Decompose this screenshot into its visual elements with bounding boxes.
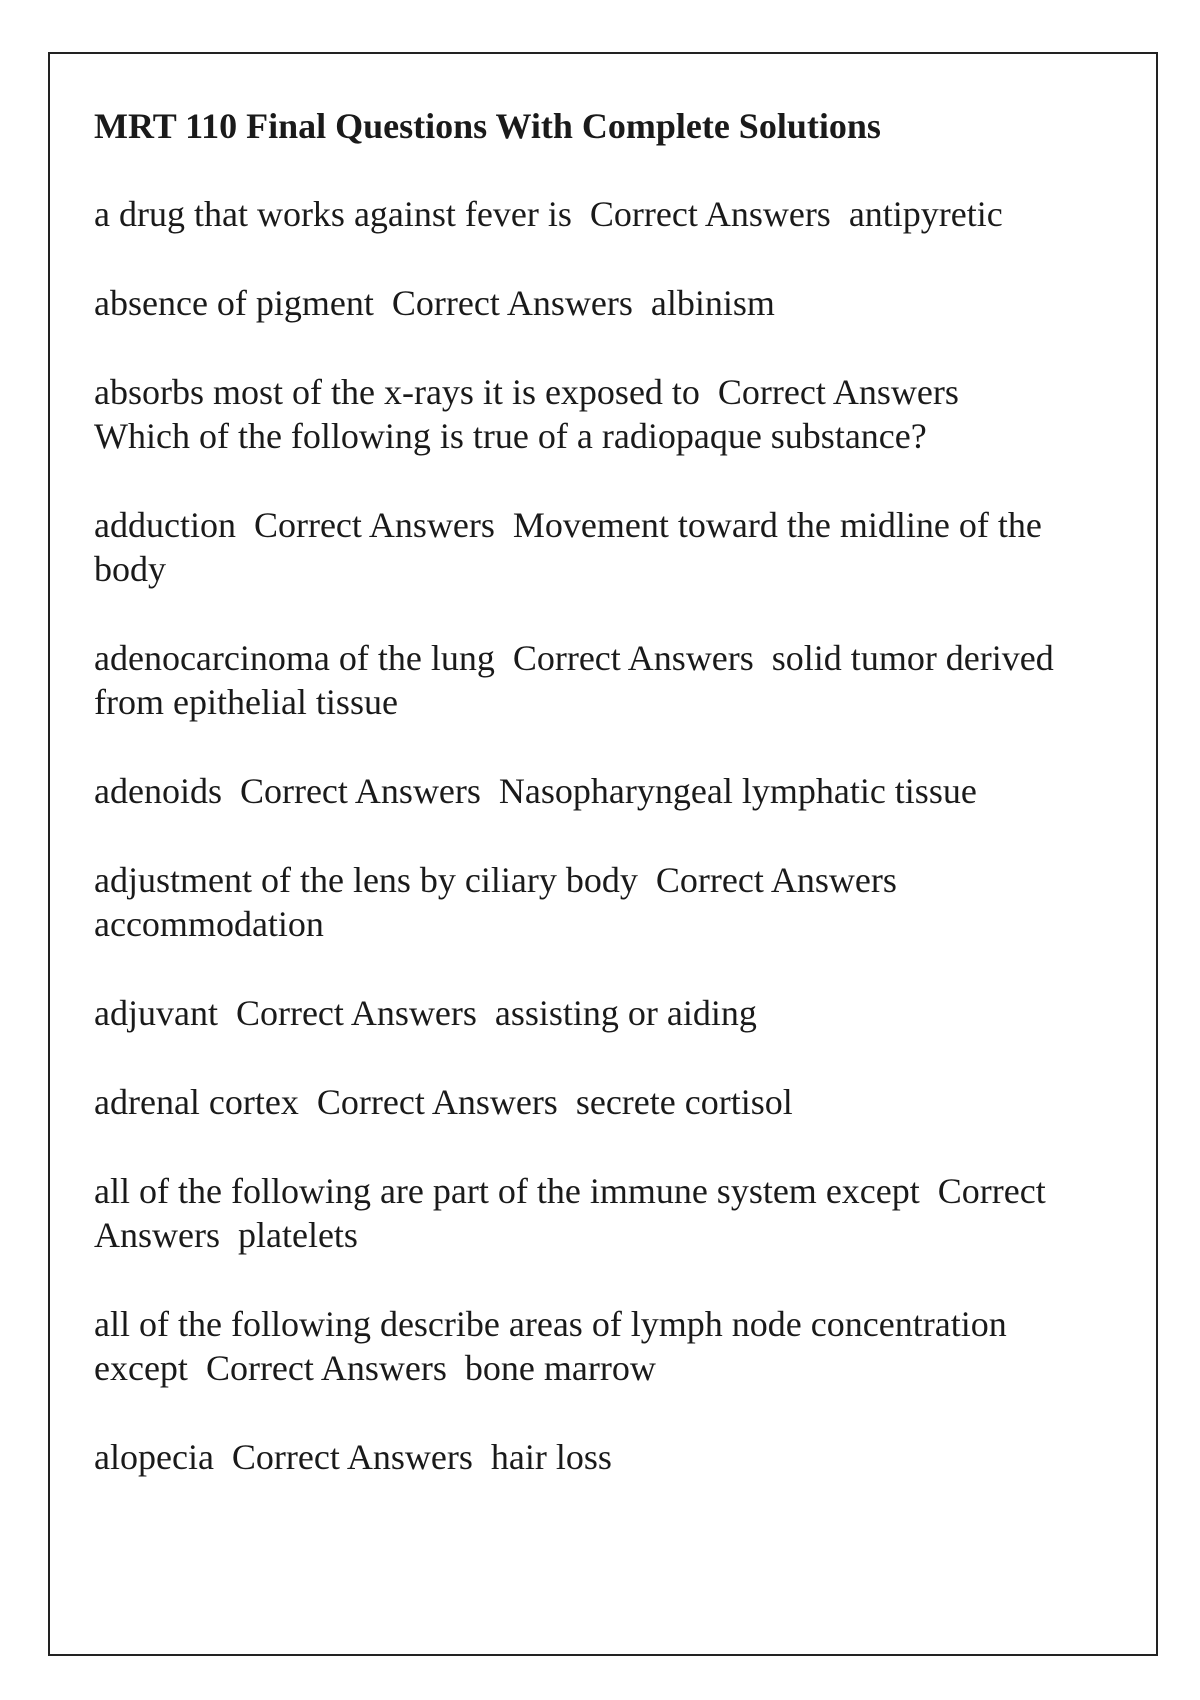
- qa-item: [94, 858, 1054, 946]
- qa-item: [94, 1435, 1054, 1479]
- qa-item: [94, 1302, 1054, 1390]
- answer-text: albinism: [650, 283, 775, 323]
- question-text: alopecia: [94, 1437, 214, 1477]
- qa-item: [94, 370, 1054, 458]
- document-body: [94, 104, 1054, 1524]
- qa-item: [94, 281, 1054, 325]
- answer-text: hair loss: [490, 1437, 612, 1477]
- answer-marker: Correct Answers: [235, 993, 477, 1033]
- answer-text: antipyretic: [848, 194, 1003, 234]
- answer-marker: Correct Answers: [512, 638, 754, 678]
- answer-marker: Correct Answers: [655, 860, 897, 900]
- qa-list: [94, 192, 1054, 1479]
- answer-text: platelets: [237, 1215, 358, 1255]
- question-text: absence of pigment: [94, 283, 374, 323]
- answer-marker: Correct Answers: [391, 283, 633, 323]
- question-text: adduction: [94, 505, 236, 545]
- question-text: adjuvant: [94, 993, 218, 1033]
- qa-item: [94, 192, 1054, 236]
- answer-text: secrete cortisol: [575, 1082, 793, 1122]
- answer-marker: Correct Answers: [94, 1171, 1046, 1255]
- question-text: a drug that works against fever is: [94, 194, 572, 234]
- answer-text: Movement toward the midline of the body: [94, 505, 1042, 589]
- qa-item: [94, 503, 1054, 591]
- answer-text: bone marrow: [464, 1348, 656, 1388]
- answer-marker: Correct Answers: [316, 1082, 558, 1122]
- answer-marker: Correct Answers: [717, 372, 959, 412]
- answer-text: accommodation: [94, 904, 324, 944]
- answer-marker: Correct Answers: [205, 1348, 447, 1388]
- answer-marker: Correct Answers: [231, 1437, 473, 1477]
- answer-text: Nasopharyngeal lymphatic tissue: [498, 771, 977, 811]
- question-text: adenoids: [94, 771, 222, 811]
- answer-text: Which of the following is true of a radiopaque substance?: [94, 416, 927, 456]
- document-title: MRT 110 Final Questions With Complete Solutions: [94, 106, 881, 146]
- question-text: all of the following describe areas of lymph node concentration except: [94, 1304, 1007, 1388]
- question-text: all of the following are part of the immune system except: [94, 1171, 920, 1211]
- answer-text: solid tumor derived from epithelial tissue: [94, 638, 1054, 722]
- answer-marker: Correct Answers: [253, 505, 495, 545]
- question-text: adenocarcinoma of the lung: [94, 638, 495, 678]
- answer-marker: Correct Answers: [589, 194, 831, 234]
- answer-text: assisting or aiding: [494, 993, 757, 1033]
- question-text: absorbs most of the x-rays it is exposed to: [94, 372, 700, 412]
- answer-marker: Correct Answers: [239, 771, 481, 811]
- qa-item: [94, 636, 1054, 724]
- qa-item: [94, 991, 1054, 1035]
- question-text: adjustment of the lens by ciliary body: [94, 860, 638, 900]
- qa-item: [94, 769, 1054, 813]
- question-text: adrenal cortex: [94, 1082, 299, 1122]
- qa-item: [94, 1080, 1054, 1124]
- qa-item: [94, 1169, 1054, 1257]
